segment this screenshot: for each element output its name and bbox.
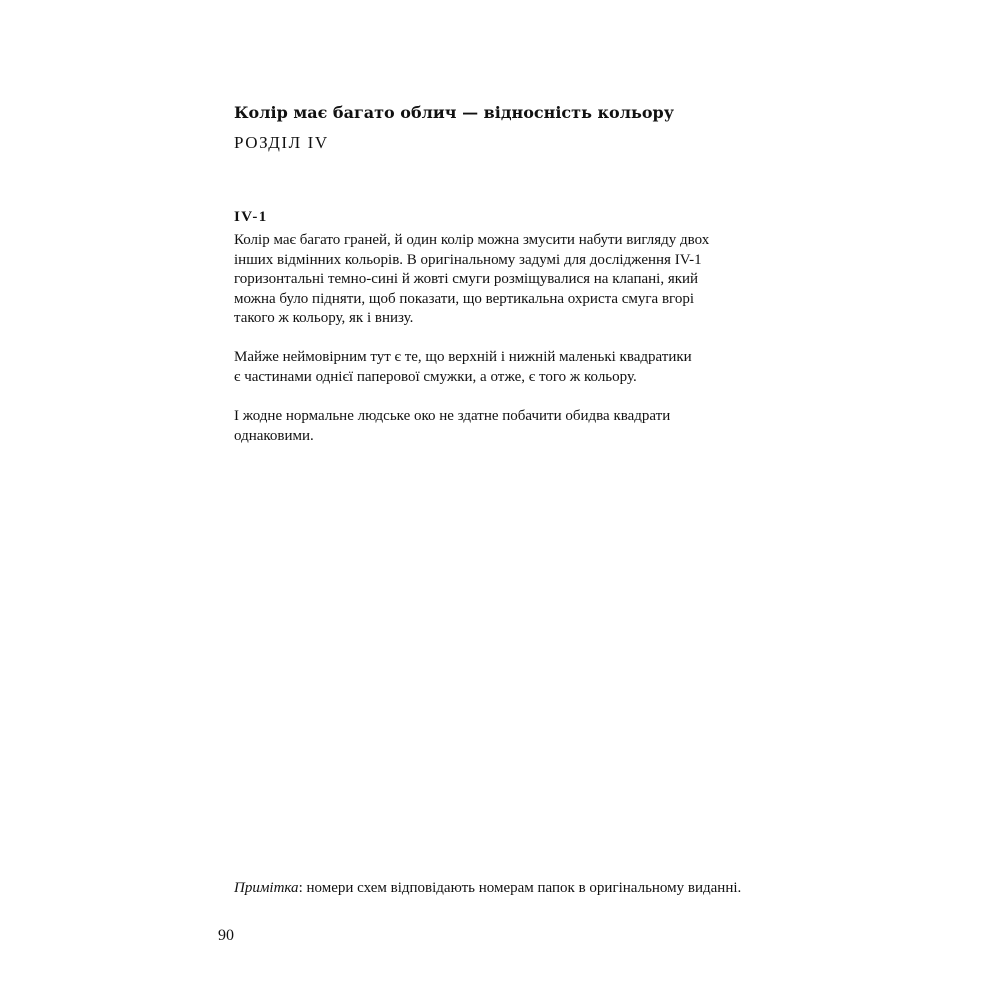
paragraph-line: Колір має багато граней, й один колір можна змусити набути вигляду двох [234, 232, 710, 248]
paragraph-line: однаковими. [234, 427, 314, 444]
footnote-text: : номери схем відповідають номерам папок в оригінальному виданні. [298, 880, 742, 896]
paragraph-line: є частинами однієї паперової смужки, а отже, є того ж кольору. [234, 368, 637, 385]
paragraph-3 [234, 407, 734, 446]
paragraph-line: горизонтальні темно-сині й жовті смуги розміщувалися на клапані, який [234, 271, 699, 287]
paragraph-1 [234, 231, 734, 329]
paragraph-line: інших відмінних кольорів. В оригінальному задумі для дослідження IV-1 [234, 251, 702, 268]
paragraph-line: можна було підняти, щоб показати, що вертикальна охриста смуга вгорі [234, 290, 694, 307]
paragraph-line: такого ж кольору, як і внизу. [234, 310, 414, 326]
chapter-title: Колір має багато облич — відносність кольору [234, 103, 674, 122]
paragraph-line: Майже неймовірним тут є те, що верхній і нижній маленькі квадратики [234, 349, 692, 365]
paragraph-line: І жодне нормальне людське око не здатне побачити обидва квадрати [234, 408, 671, 424]
page-number: 90 [218, 927, 234, 944]
paragraph-2 [234, 348, 734, 387]
footnote [234, 878, 741, 898]
figure-heading: IV-1 [234, 209, 268, 225]
footnote-label: Примітка [234, 880, 299, 896]
section-label: РОЗДІЛ IV [234, 133, 329, 152]
